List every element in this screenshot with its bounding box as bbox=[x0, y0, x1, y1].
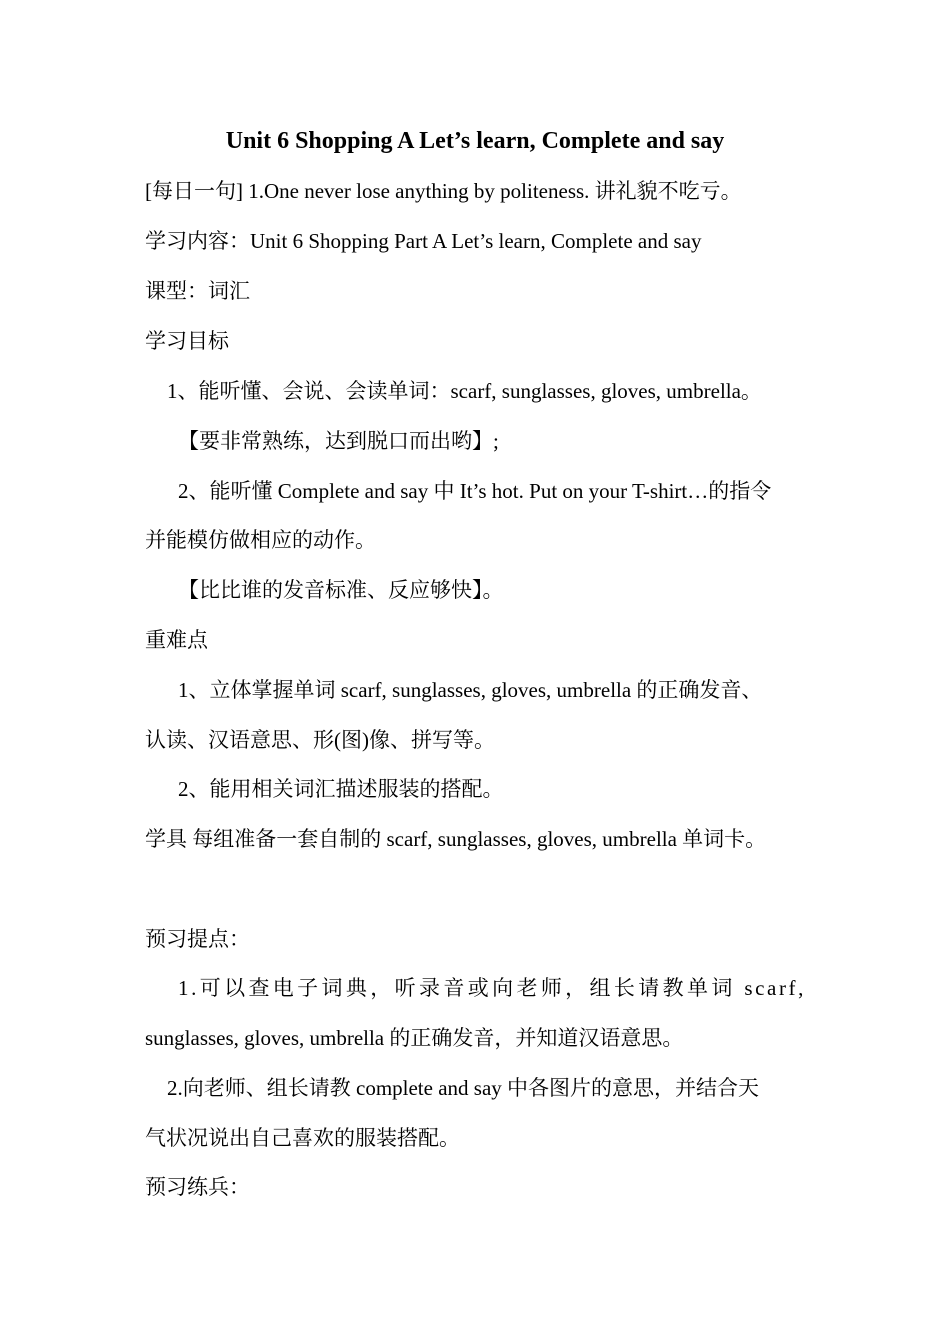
preview-tip-item-2-line-1: 2.向老师、组长请教 complete and say 中各图片的意思，并结合天 bbox=[167, 1076, 760, 1100]
key-point-item-1-line-1: 1、立体掌握单词 scarf, sunglasses, gloves, umbrella 的正确发音、 bbox=[178, 678, 763, 702]
objectives-heading: 学习目标 bbox=[145, 329, 229, 353]
learning-content: 学习内容：Unit 6 Shopping Part A Let’s learn, Complete and say bbox=[145, 229, 702, 253]
objective-item-2-note: 【比比谁的发音标准、反应够快】。 bbox=[178, 578, 504, 602]
preview-tip-item-1-line-1: 1.可以查电子词典，听录音或向老师，组长请教单词 scarf, bbox=[178, 976, 806, 1000]
preview-tip-item-2-line-2: 气状况说出自己喜欢的服装搭配。 bbox=[145, 1126, 460, 1150]
preview-tip-item-1-line-2: sunglasses, gloves, umbrella 的正确发音，并知道汉语意思。 bbox=[145, 1026, 684, 1050]
document-title: Unit 6 Shopping A Let’s learn, Complete and say bbox=[225, 128, 725, 154]
objective-item-2-line-2: 并能模仿做相应的动作。 bbox=[145, 528, 376, 552]
daily-sentence: [每日一句] 1.One never lose anything by politeness. 讲礼貌不吃亏。 bbox=[145, 179, 742, 203]
objective-item-1-note: 【要非常熟练，达到脱口而出哟】; bbox=[178, 429, 499, 453]
key-points-heading: 重难点 bbox=[145, 628, 208, 652]
key-point-item-2: 2、能用相关词汇描述服装的搭配。 bbox=[178, 777, 504, 801]
objective-item-1: 1、能听懂、会说、会读单词：scarf, sunglasses, gloves, umbrella。 bbox=[167, 379, 762, 403]
lesson-type: 课型：词汇 bbox=[145, 279, 250, 303]
learning-tools: 学具 每组准备一套自制的 scarf, sunglasses, gloves, umbrella 单词卡。 bbox=[145, 827, 767, 851]
practice-heading: 预习练兵： bbox=[145, 1175, 250, 1199]
key-point-item-1-line-2: 认读、汉语意思、形(图)像、拼写等。 bbox=[145, 728, 495, 752]
objective-item-2-line-1: 2、能听懂 Complete and say 中 It’s hot. Put on your T-shirt…的指令 bbox=[178, 479, 772, 503]
preview-tips-heading: 预习提点： bbox=[145, 927, 250, 951]
